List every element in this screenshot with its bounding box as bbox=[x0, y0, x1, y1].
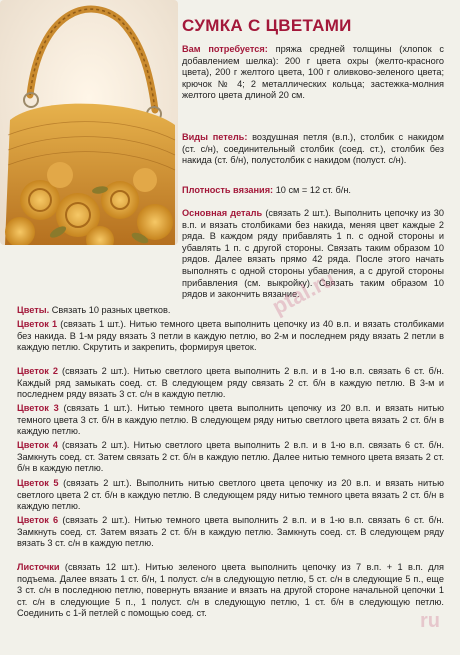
flower-5-text: (связать 2 шт.). Выполнить нитью светлого цвета цепочку из 20 в.п. и вязать нитью светлого цвета 2 ст. б/н в каждую петлю. В следующем ряду нитью темного цвета вязать 2 ст. б/н в каждую петлю. bbox=[17, 478, 444, 512]
flower-6-heading: Цветок 6 bbox=[17, 515, 59, 525]
main-part-heading: Основная деталь bbox=[182, 208, 263, 218]
flower-4-text: (связать 2 шт.). Нитью светлого цвета выполнить 2 в.п. и в 1-ю в.п. связать 6 ст. б/н. Замкнуть соед. ст. Затем связать 2 ст. б/н в каждую петлю. Далее нитью темного цвета вязать 2 ст. б/н в каждую петлю. bbox=[17, 440, 444, 474]
stitches-text: воздушная петля (в.п.), столбик с накидом (ст. с/н), соединительный столбик (соед. ст.), столбик без накида (ст. б/н), полустолбик с накидом (полуст. с/н). bbox=[182, 132, 444, 166]
flower-3-heading: Цветок 3 bbox=[17, 403, 59, 413]
flower-3-text: (связать 1 шт.). Нитью темного цвета выполнить цепочку из 20 в.п. и вязать нитью темного цвета 3 ст. б/н в каждую петлю. В следующем ряду нитью светлого цвета вязать 2 ст. б/н в каждую петлю. bbox=[17, 403, 444, 437]
materials-heading: Вам потребуется: bbox=[182, 44, 268, 54]
watermark-site: ptal.ru bbox=[267, 265, 339, 320]
flower-4-paragraph bbox=[17, 440, 444, 475]
watermark-site-bottom: ru bbox=[420, 610, 440, 632]
gauge-heading: Плотность вязания: bbox=[182, 185, 274, 195]
flower-5-paragraph bbox=[17, 478, 444, 513]
flower-2-heading: Цветок 2 bbox=[17, 366, 58, 376]
flower-6-paragraph bbox=[17, 515, 444, 550]
main-part-text: (связать 2 шт.). Выполнить цепочку из 30 в.п. и вязать столбиками без накида, меняя цвет каждые 2 ряда. В каждом ряду прибавлять 1 п. с одной стороны и убавлять 1 п. с другой стороны. Связать таким образом 10 рядов. Далее вязать прямо 42 ряда. После этого начать выполнять с одной стороны убавления, а с другой стороны прибавления (см. выкройку). Связать таким образом 10 рядов и закончить вязание. bbox=[182, 208, 444, 300]
stitches-heading: Виды петель: bbox=[182, 132, 248, 142]
page-title: СУМКА С ЦВЕТАМИ bbox=[182, 16, 352, 35]
flower-2-text: (связать 2 шт.). Нитью светлого цвета выполнить 2 в.п. и в 1-ю в.п. связать 6 ст. б/н. Каждый ряд замыкать соед. ст. В следующем ряду связать 2 ст. б/н в каждую петлю. В 3-м и последнем ряду вязать 3 ст. с/н в каждую петлю. bbox=[17, 366, 444, 400]
flower-4-heading: Цветок 4 bbox=[17, 440, 58, 450]
bag-photo bbox=[0, 0, 178, 245]
main-part-paragraph-top bbox=[182, 208, 444, 301]
stitches-paragraph bbox=[182, 132, 444, 167]
flowers-intro-paragraph bbox=[17, 305, 444, 317]
gauge-paragraph bbox=[182, 185, 444, 197]
gauge-text: 10 см = 12 ст. б/н. bbox=[275, 185, 351, 195]
leaves-text: (связать 12 шт.). Нитью зеленого цвета выполнить цепочку из 7 в.п. + 1 в.п. для подъема. Далее вязать 1 ст. б/н, 1 полуст. с/н в следующую петлю, 5 ст. с/н в следующие 5 п., еще 3 ст. с/н в последнюю петлю, повернуть вязание и вязать на другой стороне начальной цепочки 1 ст. с/н в следующие 5 п., 1 полуст. с/н в следующую петлю, 1 ст. б/н в следующую петлю. Соединить с 1-й петлей с помощью соед. ст. bbox=[17, 562, 444, 619]
flower-5-heading: Цветок 5 bbox=[17, 478, 59, 488]
bag-illustration bbox=[0, 0, 178, 245]
flower-1-paragraph bbox=[17, 319, 444, 354]
leaves-paragraph bbox=[17, 562, 444, 620]
flowers-intro-text: Связать 10 разных цветков. bbox=[51, 305, 171, 315]
flower-1-text: (связать 1 шт.). Нитью темного цвета выполнить цепочку из 40 в.п. и вязать столбиками без накида. В 1-м ряду вязать 3 петли в каждую петлю, во 2-м и последнем ряду вязать 2 петли в каждую петлю. Скрутить и закрепить, формируя цветок. bbox=[17, 319, 444, 353]
flower-1-heading: Цветок 1 bbox=[17, 319, 58, 329]
leaves-heading: Листочки bbox=[17, 562, 60, 572]
flower-6-text: (связать 2 шт.). Нитью темного цвета выполнить 2 в.п. и в 1-ю в.п. связать 6 ст. б/н. Замкнуть соед. ст. Затем вязать 2 ст. б/н в каждую петлю. Замкнуть соед. ст. В следующем ряду вязать 3 ст. с/н в каждую петлю. bbox=[17, 515, 444, 549]
flowers-intro-heading: Цветы. bbox=[17, 305, 50, 315]
flower-2-paragraph bbox=[17, 366, 444, 401]
materials-paragraph bbox=[182, 44, 444, 102]
flower-3-paragraph bbox=[17, 403, 444, 438]
materials-text: пряжа средней толщины (хлопок с добавлением шелка): 200 г цвета охры (желто-красного цвета), 200 г желтого цвета, 100 г оливково-зеленого цвета; крючок № 4; 2 металлических кольца; застежка-молния желтого цвета длиной 20 см. bbox=[182, 44, 444, 101]
